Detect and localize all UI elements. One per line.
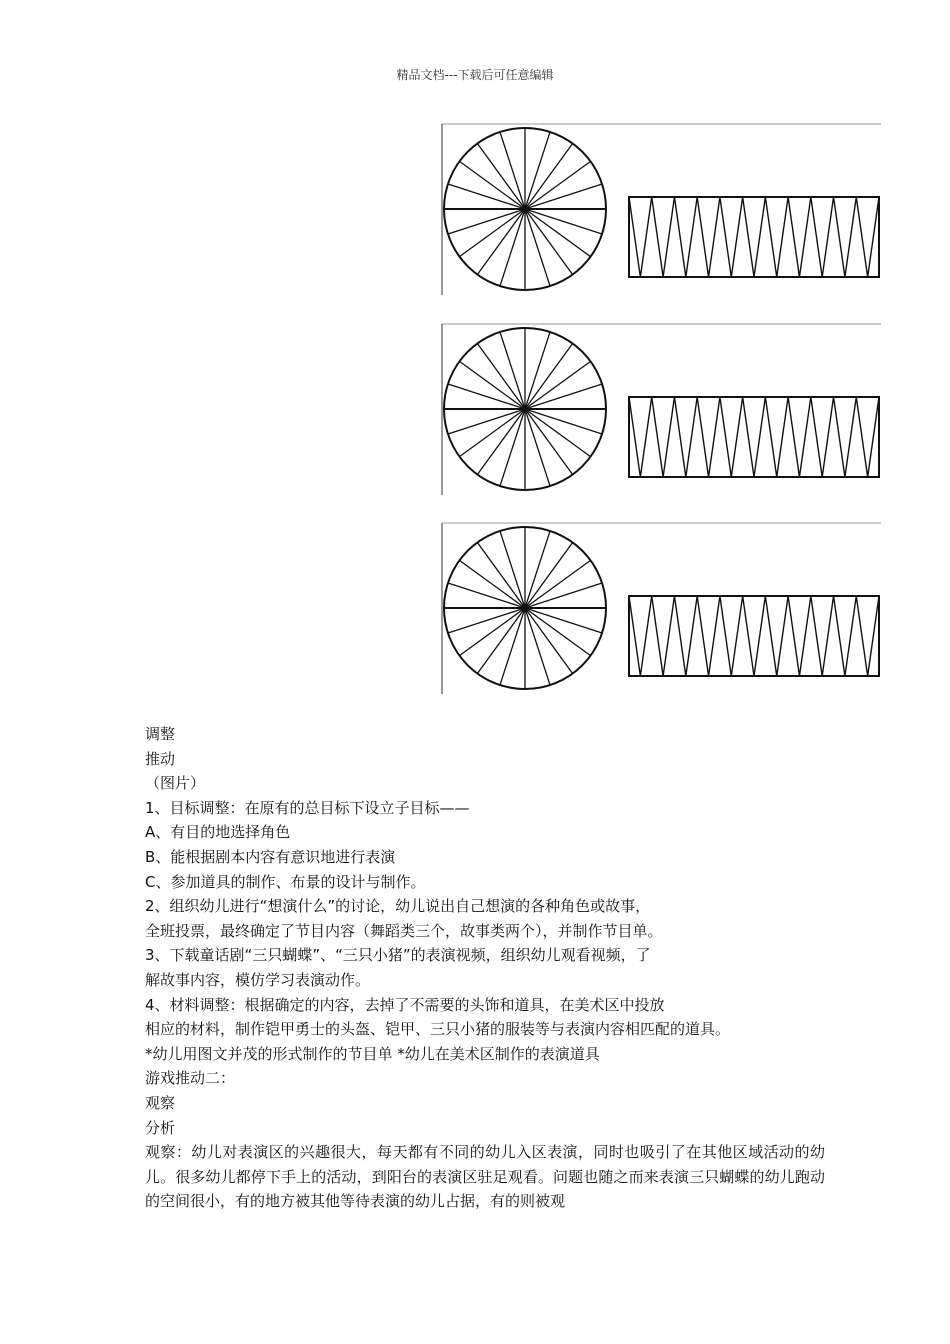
wheel-spoke (477, 608, 525, 674)
strip-zigzag (629, 596, 879, 676)
text-line: B、能根据剧本内容有意识地进行表演 (145, 847, 396, 866)
body-text (145, 722, 825, 1214)
wheel-spoke (448, 409, 525, 434)
wheel-spoke (477, 143, 525, 209)
wheel-spoke (525, 409, 550, 486)
wheel-spoke (525, 343, 573, 409)
figure-drawing (441, 123, 881, 295)
wheel-spoke (525, 209, 550, 286)
wheel-spoke (525, 560, 591, 608)
wheel-spoke (525, 209, 602, 234)
wheel-spoke (459, 209, 525, 257)
text-line: 全班投票，最终确定了节目内容（舞蹈类三个，故事类两个），并制作节目单。 (145, 921, 663, 940)
wheel-spoke (477, 209, 525, 275)
text-line: 推动 (145, 749, 176, 768)
text-line: 调整 (145, 725, 176, 743)
wheel-spoke (525, 531, 550, 608)
text-line: （图片） (145, 774, 206, 793)
wheel-spoke (448, 583, 525, 608)
wheel-spoke (500, 332, 525, 409)
figure-drawing (441, 522, 881, 694)
wheel-spoke (448, 209, 525, 234)
wheel-spoke (477, 409, 525, 475)
wheel-spoke (525, 608, 602, 633)
text-line: 分析 (145, 1118, 176, 1137)
wheel-spoke (525, 184, 602, 209)
wheel-spoke (459, 608, 525, 656)
wheel-spoke (448, 608, 525, 633)
wheel-spoke (525, 608, 550, 685)
wheel-spoke (500, 531, 525, 608)
text-line: C、参加道具的制作、布景的设计与制作。 (145, 872, 426, 891)
strip-zigzag (629, 397, 879, 477)
text-line: 解故事内容，模仿学习表演动作。 (145, 970, 371, 989)
text-line: 1、目标调整：在原有的总目标下设立子目标—— (145, 798, 470, 817)
text-line: 相应的材料，制作铠甲勇士的头盔、铠甲、三只小猪的服装等与表演内容相匹配的道具。 (145, 1020, 731, 1039)
wheel-spoke (525, 161, 591, 209)
wheel-spoke (525, 332, 550, 409)
wheel-spoke (525, 361, 591, 409)
wheel-spoke (500, 132, 525, 209)
wheel-spoke (525, 132, 550, 209)
wheel-spoke (500, 409, 525, 486)
wheel-spoke (525, 608, 573, 674)
text-line: 观察 (145, 1093, 176, 1112)
strip-rect (629, 197, 879, 277)
wheel-spoke (477, 542, 525, 608)
strip-zigzag (629, 197, 879, 277)
wheel-spoke (525, 409, 591, 457)
wheel-spoke (525, 384, 602, 409)
wheel-spoke (500, 608, 525, 685)
wheel-spoke (525, 409, 602, 434)
figure-wheel-strip-2 (441, 323, 881, 495)
text-line: A、有目的地选择角色 (145, 823, 291, 842)
wheel-spoke (525, 409, 573, 475)
text-line: 2、组织幼儿进行“想演什么”的讨论，幼儿说出自己想演的各种角色或故事， (145, 897, 651, 916)
wheel-spoke (525, 143, 573, 209)
figure-wheel-strip-1 (441, 123, 881, 295)
wheel-spoke (448, 184, 525, 209)
figure-drawing (441, 323, 881, 495)
wheel-spoke (459, 161, 525, 209)
wheel-spoke (459, 361, 525, 409)
text-line: 4、材料调整：根据确定的内容，去掉了不需要的头饰和道具，在美术区中投放 (145, 995, 665, 1014)
text-line: *幼儿用图文并茂的形式制作的节目单 *幼儿在美术区制作的表演道具 (145, 1044, 600, 1063)
observation-paragraph: 观察：幼儿对表演区的兴趣很大，每天都有不同的幼儿入区表演，同时也吸引了在其他区域活动的幼儿。很多幼儿都停下手上的活动，到阳台的表演区驻足观看。问题也随之而来表演三只蝴蝶的幼儿跑动的空间很小，有的地方被其他等待表演的幼儿占据，有的则被观 (145, 1143, 825, 1211)
wheel-spoke (525, 209, 591, 257)
wheel-spoke (525, 608, 591, 656)
wheel-spoke (448, 384, 525, 409)
wheel-spoke (477, 343, 525, 409)
wheel-spoke (525, 583, 602, 608)
figure-wheel-strip-3 (441, 522, 881, 694)
wheel-spoke (459, 560, 525, 608)
strip-rect (629, 596, 879, 676)
wheel-spoke (525, 542, 573, 608)
page-header: 精品文档---下载后可任意编辑 (396, 68, 554, 82)
wheel-spoke (500, 209, 525, 286)
wheel-spoke (525, 209, 573, 275)
strip-rect (629, 397, 879, 477)
wheel-spoke (459, 409, 525, 457)
text-line: 3、下载童话剧“三只蝴蝶”、“三只小猪”的表演视频，组织幼儿观看视频，了 (145, 946, 651, 965)
text-line: 游戏推动二： (145, 1069, 236, 1088)
